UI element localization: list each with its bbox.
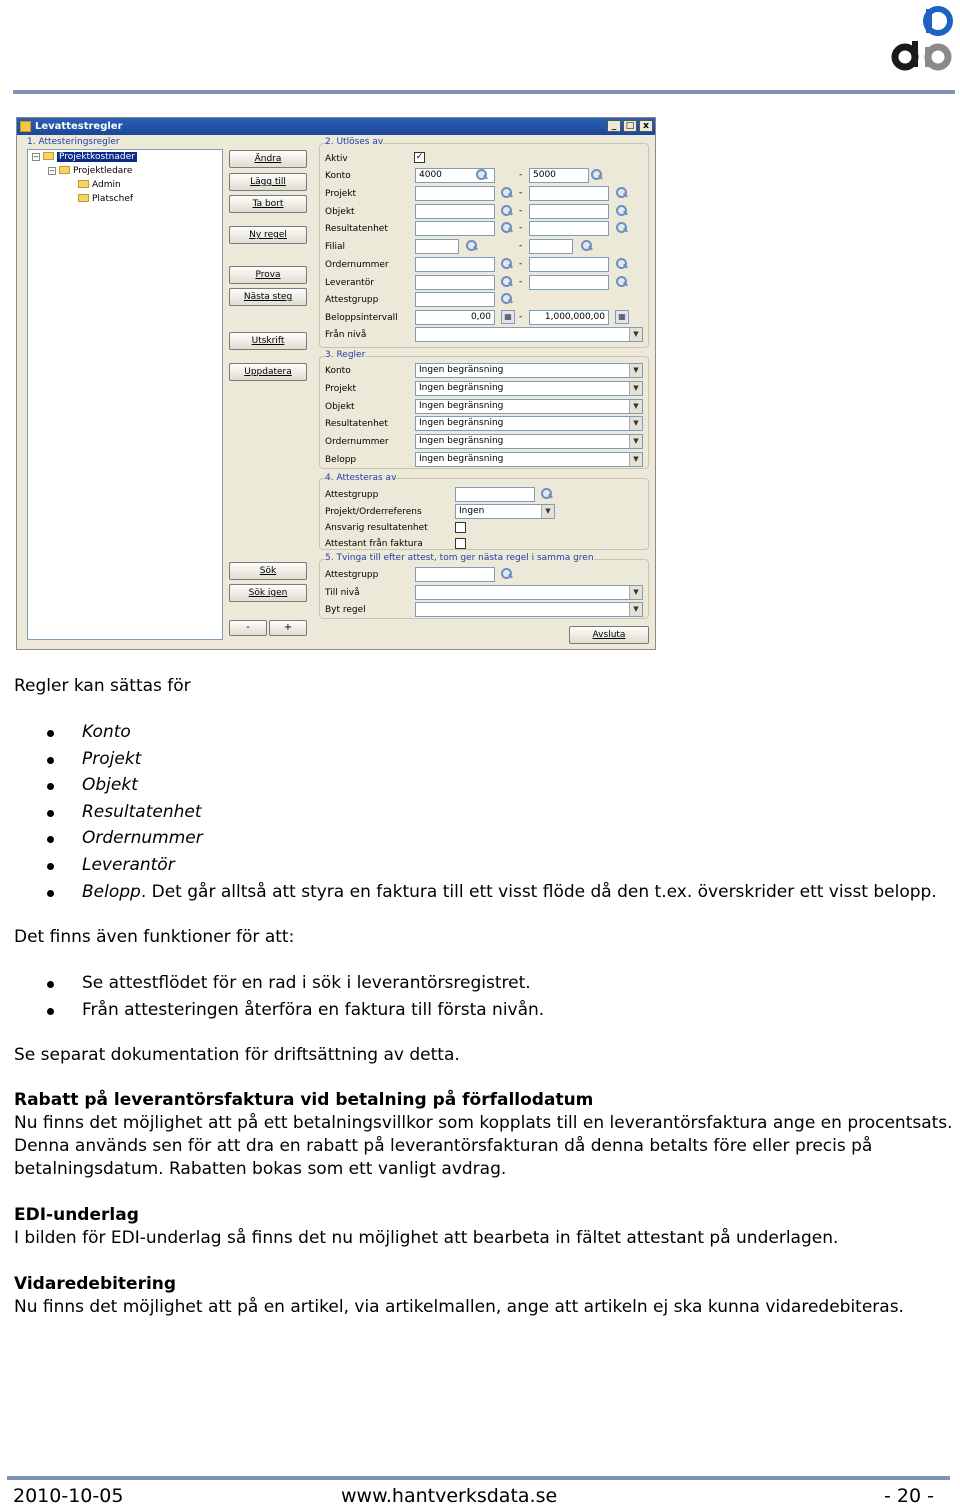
- attestgrupp-label: Attestgrupp: [325, 295, 379, 305]
- search-icon[interactable]: [614, 275, 629, 289]
- bullet-icon: [47, 981, 54, 988]
- section4-title: 4. Attesteras av: [325, 473, 397, 483]
- attestgrupp-input[interactable]: [415, 292, 495, 307]
- rule-item: Ordernummer: [82, 828, 203, 848]
- section1-title: 1. Attesteringsregler: [27, 137, 120, 147]
- bullet-icon: [47, 863, 54, 870]
- bullet-icon: [47, 783, 54, 790]
- till-niva-label: Till nivå: [325, 588, 360, 598]
- chevron-down-icon[interactable]: ▼: [629, 603, 642, 616]
- projekt-to-input[interactable]: [529, 186, 609, 201]
- search-icon[interactable]: [499, 257, 514, 271]
- nasta-steg-button[interactable]: Nästa steg: [229, 288, 307, 306]
- ny-regel-button[interactable]: Ny regel: [229, 226, 307, 244]
- chevron-down-icon[interactable]: ▼: [629, 586, 642, 599]
- tvinga-attestgrupp-input[interactable]: [415, 567, 495, 582]
- utskrift-button[interactable]: Utskrift: [229, 332, 307, 350]
- projekt-order-label: Projekt/Orderreferens: [325, 507, 422, 517]
- range-dash: -: [519, 223, 523, 233]
- leverantor-from-input[interactable]: [415, 275, 495, 290]
- section2-title: 2. Utlöses av: [325, 137, 384, 147]
- edi-text: I bilden för EDI-underlag så finns det nu möjlighet att bearbeta in fältet attestant på underlagen.: [14, 1228, 839, 1248]
- section5-title: 5. Tvinga till efter attest, tom ger nästa regel i samma gren: [325, 553, 594, 563]
- footer-date: 2010-10-05: [13, 1485, 124, 1505]
- search-icon[interactable]: [579, 239, 594, 253]
- attestant-label: Attestant från faktura: [325, 539, 423, 549]
- collapse-icon[interactable]: −: [49, 167, 55, 175]
- avsluta-button[interactable]: Avsluta: [569, 626, 649, 644]
- range-dash: -: [519, 188, 523, 198]
- byt-regel-label: Byt regel: [325, 605, 366, 615]
- bullet-icon: [47, 757, 54, 764]
- bullet-icon: [47, 890, 54, 897]
- regel-ordernummer-label: Ordernummer: [325, 437, 389, 447]
- aktiv-checkbox[interactable]: ✓: [415, 152, 424, 162]
- search-icon[interactable]: [499, 204, 514, 218]
- maximize-button[interactable]: □: [623, 120, 637, 132]
- hantverksdata-logo-icon: [888, 5, 956, 75]
- ansvarig-label: Ansvarig resultatenhet: [325, 523, 428, 533]
- search-icon[interactable]: [499, 275, 514, 289]
- sok-button[interactable]: Sök: [229, 562, 307, 580]
- tvinga-attestgrupp-label: Attestgrupp: [325, 570, 379, 580]
- chevron-down-icon[interactable]: ▼: [629, 382, 642, 395]
- footer-page-number: - 20 -: [884, 1485, 934, 1505]
- close-button[interactable]: x: [639, 120, 653, 132]
- folder-icon: [78, 194, 89, 202]
- search-icon[interactable]: [474, 168, 489, 182]
- rule-item: Objekt: [82, 775, 138, 795]
- attesteras-attestgrupp-label: Attestgrupp: [325, 490, 379, 500]
- filial-to-input[interactable]: [529, 239, 573, 254]
- ordernummer-from-input[interactable]: [415, 257, 495, 272]
- projekt-from-input[interactable]: [415, 186, 495, 201]
- chevron-down-icon[interactable]: ▼: [629, 328, 642, 341]
- function-item: Från attesteringen återföra en faktura till första nivån.: [82, 1000, 545, 1020]
- rabatt-heading: Rabatt på leverantörsfaktura vid betalning på förfallodatum: [14, 1090, 594, 1110]
- range-dash: -: [519, 170, 523, 180]
- rabatt-line: Denna används sen för att dra en rabatt på leverantörsfakturan då denna betalts före eller precis på: [14, 1136, 873, 1156]
- konto-from-input[interactable]: 4000: [415, 168, 495, 183]
- fran-niva-label: Från nivå: [325, 330, 367, 340]
- search-icon[interactable]: [614, 186, 629, 200]
- rule-item: Leverantör: [82, 855, 175, 875]
- objekt-to-input[interactable]: [529, 204, 609, 219]
- andra-button[interactable]: Ändra: [229, 150, 307, 168]
- projekt-label: Projekt: [325, 189, 357, 199]
- chevron-down-icon[interactable]: ▼: [629, 400, 642, 413]
- bullet-icon: [47, 836, 54, 843]
- ansvarig-checkbox[interactable]: [455, 522, 466, 533]
- edi-heading: EDI-underlag: [14, 1205, 139, 1225]
- objekt-label: Objekt: [325, 207, 355, 217]
- footer-url[interactable]: www.hantverksdata.se: [341, 1485, 558, 1505]
- belopp-to-input[interactable]: 1,000,000,00: [529, 310, 609, 325]
- search-icon[interactable]: [499, 186, 514, 200]
- ordernummer-label: Ordernummer: [325, 260, 389, 270]
- rule-item: Konto: [82, 722, 131, 742]
- range-dash: -: [519, 277, 523, 287]
- resultatenhet-to-input[interactable]: [529, 221, 609, 236]
- regel-resultatenhet-select[interactable]: Ingen begränsning ▼: [415, 416, 643, 431]
- search-icon[interactable]: [499, 221, 514, 235]
- regel-resultatenhet-label: Resultatenhet: [325, 419, 388, 429]
- regel-projekt-select[interactable]: Ingen begränsning ▼: [415, 381, 643, 396]
- regel-belopp-select[interactable]: Ingen begränsning ▼: [415, 452, 643, 467]
- tree-node-admin[interactable]: Admin: [78, 180, 121, 191]
- rules-tree[interactable]: [27, 149, 223, 640]
- regel-konto-label: Konto: [325, 366, 351, 376]
- chevron-down-icon[interactable]: ▼: [541, 505, 554, 518]
- chevron-down-icon[interactable]: ▼: [629, 364, 642, 377]
- search-icon[interactable]: [614, 257, 629, 271]
- chevron-down-icon[interactable]: ▼: [629, 453, 642, 466]
- fran-niva-select[interactable]: [415, 327, 643, 342]
- range-dash: -: [519, 206, 523, 216]
- byt-regel-select[interactable]: [415, 602, 643, 617]
- footer-rule: [7, 1476, 950, 1480]
- calculator-icon[interactable]: ▦: [501, 310, 515, 324]
- vidare-heading: Vidaredebitering: [14, 1274, 177, 1294]
- function-item: Se attestflödet för en rad i sök i leverantörsregistret.: [82, 973, 531, 993]
- range-dash: -: [519, 259, 523, 269]
- search-icon[interactable]: [499, 567, 514, 581]
- sok-igen-button[interactable]: Sök igen: [229, 584, 307, 602]
- search-icon[interactable]: [614, 204, 629, 218]
- prova-button[interactable]: Prova: [229, 266, 307, 284]
- window-app-icon: [20, 121, 31, 132]
- window-titlebar: [17, 118, 655, 135]
- attesteras-attestgrupp-input[interactable]: [455, 487, 535, 502]
- tree-node-projektkostnader[interactable]: − Projektkostnader: [33, 152, 135, 162]
- tree-node-projektledare[interactable]: − Projektledare: [49, 166, 133, 176]
- bullet-icon: [47, 730, 54, 737]
- regel-ordernummer-select[interactable]: Ingen begränsning ▼: [415, 434, 643, 449]
- ordernummer-to-input[interactable]: [529, 257, 609, 272]
- rabatt-line: betalningsdatum. Rabatten bokas som ett vanligt avdrag.: [14, 1159, 507, 1179]
- rabatt-line: Nu finns det möjlighet att på ett betalningsvillkor som kopplats till en leverantörsfaktura ange en procentsats.: [14, 1113, 953, 1133]
- attestant-checkbox[interactable]: [455, 538, 466, 549]
- regel-objekt-select[interactable]: Ingen begränsning ▼: [415, 399, 643, 414]
- vidare-text: Nu finns det möjlighet att på en artikel, via artikelmallen, ange att artikeln ej ska kunna vidaredebiteras.: [14, 1297, 904, 1317]
- search-icon[interactable]: [539, 487, 554, 501]
- rule-item: Resultatenhet: [82, 802, 202, 822]
- objekt-from-input[interactable]: [415, 204, 495, 219]
- regel-objekt-label: Objekt: [325, 402, 355, 412]
- beloppsintervall-label: Beloppsintervall: [325, 313, 398, 323]
- konto-label: Konto: [325, 171, 351, 181]
- functions-intro: Det finns även funktioner för att:: [14, 927, 295, 947]
- minus-button[interactable]: -: [229, 620, 267, 636]
- regel-konto-select[interactable]: Ingen begränsning ▼: [415, 363, 643, 378]
- resultatenhet-from-input[interactable]: [415, 221, 495, 236]
- ta-bort-button[interactable]: Ta bort: [229, 195, 307, 213]
- uppdatera-button[interactable]: Uppdatera: [229, 363, 307, 381]
- intro-text: Regler kan sättas för: [14, 676, 191, 696]
- aktiv-label: Aktiv: [325, 154, 348, 164]
- folder-icon: [78, 180, 89, 188]
- regel-projekt-label: Projekt: [325, 384, 357, 394]
- leverantor-label: Leverantör: [325, 278, 374, 288]
- chevron-down-icon[interactable]: ▼: [629, 435, 642, 448]
- regel-belopp-label: Belopp: [325, 455, 357, 465]
- levattestregler-window: [16, 117, 656, 650]
- resultatenhet-label: Resultatenhet: [325, 224, 388, 234]
- tree-node-platschef[interactable]: Platschef: [78, 194, 133, 205]
- filial-label: Filial: [325, 242, 346, 252]
- calculator-icon[interactable]: ▦: [615, 310, 629, 324]
- range-dash: -: [519, 241, 523, 251]
- projekt-order-select[interactable]: Ingen ▼: [455, 504, 555, 519]
- collapse-icon[interactable]: −: [33, 153, 39, 161]
- bullet-icon: [47, 1008, 54, 1015]
- chevron-down-icon[interactable]: ▼: [629, 417, 642, 430]
- range-dash: -: [519, 312, 523, 322]
- search-icon[interactable]: [499, 292, 514, 306]
- search-icon[interactable]: [464, 239, 479, 253]
- belopp-item: Belopp. Det går alltså att styra en faktura till ett visst flöde då den t.ex. överskrider ett visst belopp.: [82, 882, 937, 902]
- belopp-from-input[interactable]: 0,00: [415, 310, 495, 325]
- minimize-button[interactable]: _: [607, 120, 621, 132]
- folder-icon: [43, 152, 54, 160]
- window-title: Levattestregler: [35, 121, 123, 132]
- folder-icon: [59, 166, 70, 174]
- plus-button[interactable]: +: [269, 620, 307, 636]
- konto-to-input[interactable]: 5000: [529, 168, 589, 183]
- leverantor-to-input[interactable]: [529, 275, 609, 290]
- see-doc-text: Se separat dokumentation för driftsättning av detta.: [14, 1045, 460, 1065]
- search-icon[interactable]: [614, 221, 629, 235]
- section3-title: 3. Regler: [325, 350, 366, 360]
- lagg-till-button[interactable]: Lägg till: [229, 173, 307, 191]
- rule-item: Projekt: [82, 749, 142, 769]
- till-niva-select[interactable]: [415, 585, 643, 600]
- filial-from-input[interactable]: [415, 239, 459, 254]
- search-icon[interactable]: [589, 168, 604, 182]
- bullet-icon: [47, 810, 54, 817]
- header-rule: [13, 90, 955, 94]
